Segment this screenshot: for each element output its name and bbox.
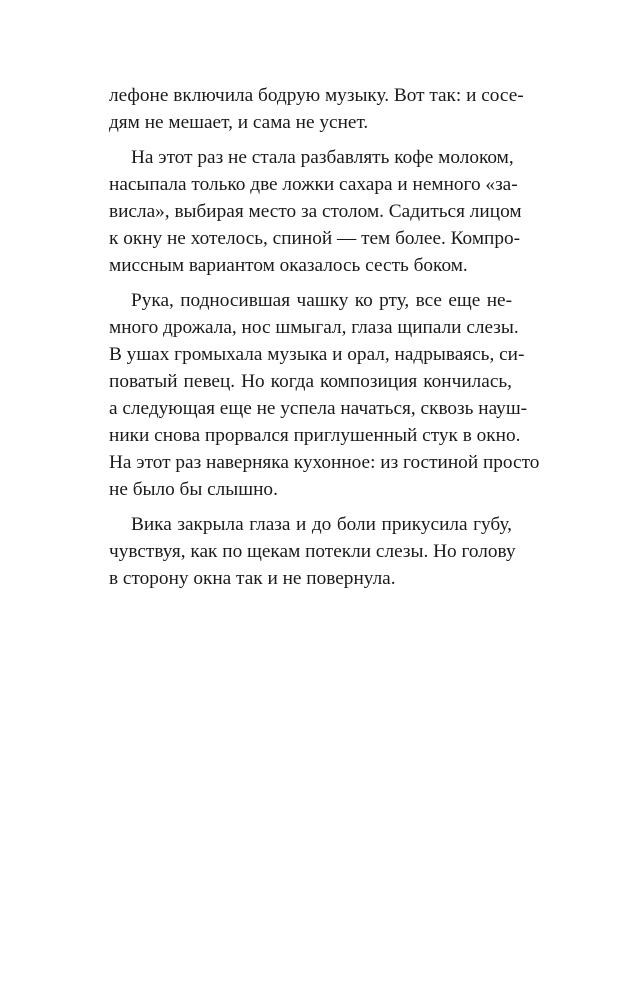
book-page-text	[109, 82, 540, 592]
text-line: не было бы слышно.	[109, 479, 278, 500]
text-line: а следующая еще не успела начаться, сквозь науш-	[109, 398, 528, 419]
text-line: Вика закрыла глаза и до боли прикусила губу,	[131, 514, 512, 535]
text-line: поватый певец. Но когда композиция кончилась,	[109, 371, 512, 392]
text-line: На этот раз наверняка кухонное: из гостиной просто	[109, 452, 540, 473]
text-line: много дрожала, нос шмыгал, глаза щипали слезы.	[109, 317, 519, 338]
text-line: На этот раз не стала разбавлять кофе молоком,	[131, 147, 514, 168]
text-line: висла», выбирая место за столом. Садиться лицом	[109, 201, 522, 222]
text-line: В ушах громыхала музыка и орал, надрываясь, си-	[109, 344, 525, 365]
text-line: дям не мешает, и сама не уснет.	[109, 112, 369, 133]
text-line: к окну не хотелось, спиной — тем более. Компро-	[109, 228, 521, 249]
text-line: в сторону окна так и не повернула.	[109, 568, 396, 589]
paragraph-4	[109, 511, 516, 592]
text-line: лефоне включила бодрую музыку. Вот так: и сосе-	[109, 85, 524, 106]
text-line: миссным вариантом оказалось сесть боком.	[109, 255, 468, 276]
text-line: чувствуя, как по щекам потекли слезы. Но голову	[109, 541, 516, 562]
paragraph-2	[109, 144, 522, 279]
paragraph-3	[109, 287, 540, 503]
text-line: насыпала только две ложки сахара и немного «за-	[109, 174, 518, 195]
text-line: Рука, подносившая чашку ко рту, все еще не-	[131, 290, 512, 311]
paragraph-1	[109, 82, 524, 136]
text-line: ники снова прорвался приглушенный стук в окно.	[109, 425, 521, 446]
